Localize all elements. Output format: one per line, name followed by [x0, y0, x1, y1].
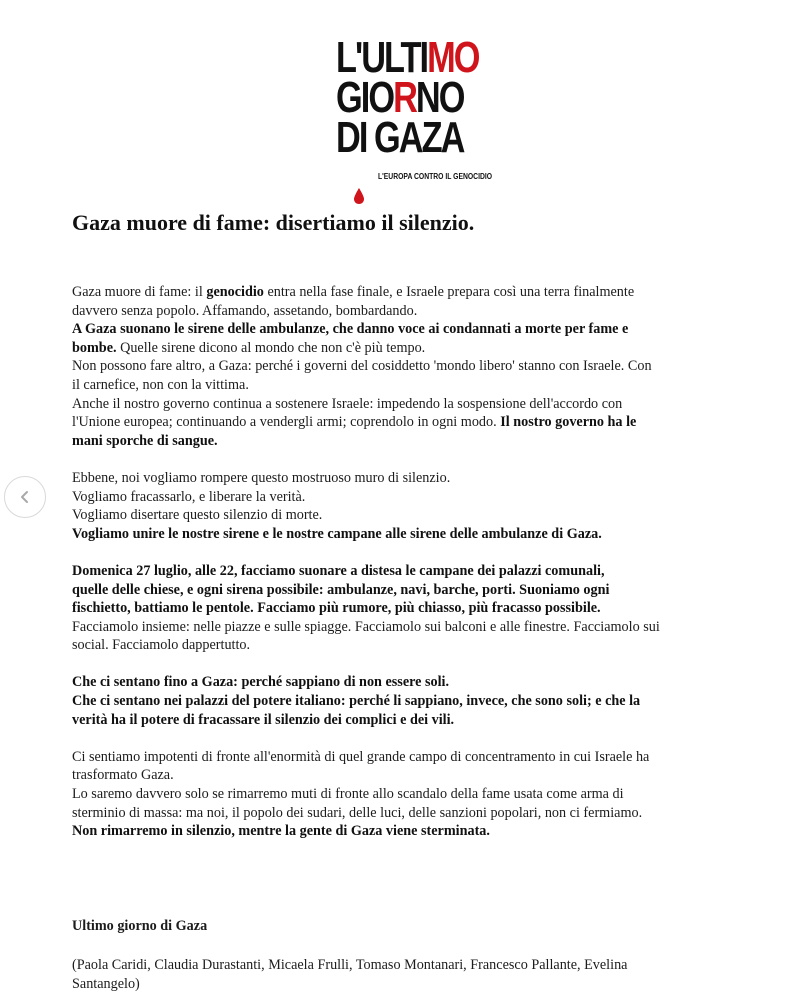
- paragraph-line: Non possono fare altro, a Gaza: perché i governi del cosiddetto 'mondo libero' stanno con Israele. Con: [72, 358, 652, 375]
- document-body: [72, 283, 740, 841]
- paragraph-gap: [72, 729, 740, 748]
- paragraph-line: quelle delle chiese, e ogni sirena possibile: ambulanze, navi, barche, porti. Suoniamo ogni: [72, 581, 610, 598]
- paragraph-line: Ci sentiamo impotenti di fronte all'enormità di quel grande campo di concentramento in cui Israele ha: [72, 748, 650, 765]
- signature-title: Ultimo giorno di Gaza: [72, 918, 208, 934]
- paragraph-line: Lo saremo davvero solo se rimarremo muti di fronte allo scandalo della fame usata come arma di: [72, 786, 624, 803]
- paragraph-line: Vogliamo fracassarlo, e liberare la verità.: [72, 488, 306, 505]
- blood-drop-icon: [354, 188, 364, 204]
- paragraph-line: Che ci sentano nei palazzi del potere italiano: perché li sappiano, invece, che sono soli; e che la: [72, 693, 641, 710]
- signatories-line: (Paola Caridi, Claudia Durastanti, Micaela Frulli, Tomaso Montanari, Francesco Pallante, Evelina: [72, 957, 628, 973]
- logo-line-3: DI GAZA: [336, 113, 464, 162]
- paragraph-line: social. Facciamolo dappertutto.: [72, 637, 251, 654]
- paragraph-line: Che ci sentano fino a Gaza: perché sappiano di non essere soli.: [72, 674, 450, 691]
- previous-slide-button[interactable]: [4, 476, 46, 518]
- paragraph-gap: [72, 450, 740, 469]
- signatories: [72, 956, 740, 993]
- paragraph-line: bombe. Quelle sirene dicono al mondo che non c'è più tempo.: [72, 339, 426, 356]
- paragraph-line: davvero senza popolo. Affamando, assetando, bombardando.: [72, 302, 418, 319]
- paragraph-line: Vogliamo disertare questo silenzio di morte.: [72, 507, 323, 524]
- paragraph-line: Vogliamo unire le nostre sirene e le nostre campane alle sirene delle ambulanze di Gaza.: [72, 525, 602, 542]
- paragraph-line: Ebbene, noi vogliamo rompere questo mostruoso muro di silenzio.: [72, 469, 451, 486]
- logo: [336, 33, 493, 181]
- paragraph-line: trasformato Gaza.: [72, 767, 174, 784]
- signatories-line: Santangelo): [72, 975, 140, 992]
- paragraph-line: A Gaza suonano le sirene delle ambulanze, che danno voce ai condannati a morte per fame e: [72, 321, 629, 338]
- paragraph-line: Domenica 27 luglio, alle 22, facciamo suonare a distesa le campane dei palazzi comunali,: [72, 562, 605, 579]
- logo-line-1: L'ULTIMO: [336, 33, 479, 82]
- paragraph-line: Anche il nostro governo continua a sostenere Israele: impedendo la sospensione dell'accordo con: [72, 395, 623, 412]
- page-title: Gaza muore di fame: disertiamo il silenzio.: [72, 210, 475, 235]
- paragraph-line: l'Unione europea; continuando a vendergli armi; coprendolo in ogni modo. Il nostro governo ha le: [72, 414, 637, 431]
- chevron-left-icon: [18, 490, 32, 504]
- paragraph-line: Facciamolo insieme: nelle piazze e sulle spiagge. Facciamolo sui balconi e alle finestre. Facciamolo sui: [72, 618, 660, 635]
- paragraph-line: Gaza muore di fame: il genocidio entra nella fase finale, e Israele prepara così una terra finalmente: [72, 284, 635, 300]
- paragraph-line: Non rimarremo in silenzio, mentre la gente di Gaza viene sterminata.: [72, 823, 490, 840]
- paragraph-line: il carnefice, non con la vittima.: [72, 376, 249, 393]
- logo-line-2: GIORNO: [336, 73, 464, 122]
- logo-subtitle: L'EUROPA CONTRO IL GENOCIDIO: [378, 172, 493, 181]
- paragraph-line: fischietto, battiamo le pentole. Facciamo più rumore, più chiasso, più fracasso possibile.: [72, 600, 601, 617]
- paragraph-gap: [72, 543, 740, 562]
- paragraph-line: sterminio di massa: ma noi, il popolo dei sudari, delle luci, delle sanzioni popolari, non ci fermiamo.: [72, 804, 643, 821]
- paragraph-line: mani sporche di sangue.: [72, 432, 218, 449]
- paragraph-line: verità ha il potere di fracassare il silenzio dei complici e dei vili.: [72, 711, 455, 728]
- paragraph-gap: [72, 655, 740, 674]
